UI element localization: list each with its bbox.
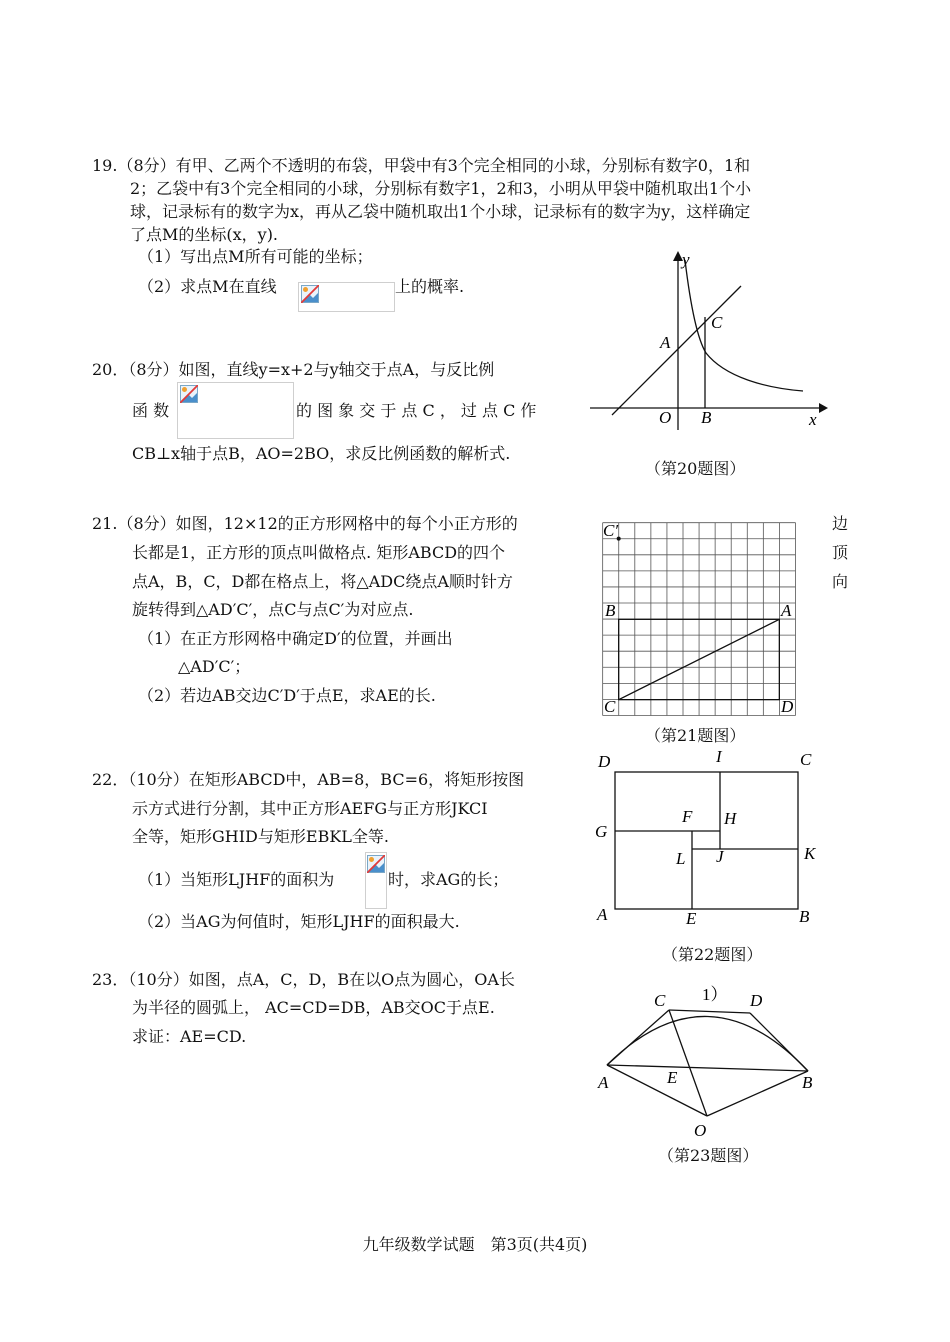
label-c: C [800,750,812,769]
label-b: B [802,1073,813,1092]
q21-side-2: 顶 [832,543,849,562]
page-footer: 九年级数学试题 第3页(共4页) [362,1235,588,1254]
q19-part-2a: （2）求点M在直线 [138,277,277,296]
label-e: E [667,1068,678,1087]
label-d: D [750,991,763,1010]
q19-part-1: （1）写出点M所有可能的坐标； [138,247,373,266]
label-d: D [781,697,794,716]
formula-image-placeholder [298,282,395,312]
q21-part-1a: （1）在正方形网格中确定D′的位置，并画出 [138,629,453,648]
label-a: A [597,905,608,924]
q20-line-3: CB⊥x轴于点B，AO=2BO，求反比例函数的解析式. [132,444,511,463]
figure-20 [585,245,845,435]
chord-ac [607,1010,669,1065]
label-b: B [799,907,810,926]
figure-22-caption: （第22题图） [662,945,763,964]
broken-image-icon [180,385,198,403]
line-y-equals-x-plus-2 [612,286,741,415]
figure-20-caption: （第20题图） [645,459,746,478]
label-g: G [595,822,608,841]
q21-part-1b: △AD′C′； [178,657,251,676]
radius-ob [707,1071,808,1116]
q20-line-1: 20．（8分）如图，直线y=x+2与y轴交于点A，与反比例 [92,360,495,379]
q19-part-2b: 上的概率. [395,277,465,296]
q21-side-1: 边 [832,514,849,533]
q21-line-4: 旋转得到△AD′C′，点C与点C′为对应点. [132,600,414,619]
label-k: K [804,844,816,863]
q19-line-4: 了点M的坐标(x，y). [130,225,279,244]
label-1: 1） [702,985,728,1004]
q23-line-2: 为半径的圆弧上， AC=CD=DB，AB交OC于点E. [132,998,495,1017]
label-o: O [694,1121,707,1140]
q21-side-3: 向 [832,572,849,591]
q19-line-1: 19.（8分）有甲、乙两个不透明的布袋，甲袋中有3个完全相同的小球，分别标有数字0，1和 [92,156,751,175]
q21-line-1: 21.（8分）如图，12×12的正方形网格中的每个小正方形的 [92,514,518,533]
figure-21 [598,515,808,725]
q21-line-2: 长都是1，正方形的顶点叫做格点. 矩形ABCD的四个 [132,543,506,562]
q22-line-1: 22．（10分）在矩形ABCD中，AB=8，BC=6，将矩形按图 [92,770,525,789]
label-j: J [716,847,724,866]
label-c: C [654,991,666,1010]
chord-db [750,1013,808,1071]
label-d: D [598,752,611,771]
hyperbola-curve [685,260,803,391]
figure-22 [590,745,830,935]
label-b: B [605,601,616,620]
q23-line-3: 求证：AE=CD. [132,1027,247,1046]
formula-image-placeholder [365,852,387,909]
q20-line-2a: 函 数 [132,401,170,420]
label-a: A [598,1073,609,1092]
segment-ab [607,1065,808,1071]
q19-line-2: 2；乙袋中有3个完全相同的小球，分别标有数字1，2和3，小明从甲袋中随机取出1个小 [130,179,752,198]
label-c: C [711,313,723,332]
figure-21-caption: （第21题图） [645,726,746,745]
q22-part-1a: （1）当矩形LJHF的面积为 [138,870,335,889]
formula-image-placeholder [177,382,294,439]
label-a: A [660,333,671,352]
chord-cd [669,1010,750,1013]
label-c-prime: C′ [603,521,619,540]
figure-23-caption: （第23题图） [658,1146,759,1165]
label-h: H [724,809,737,828]
q20-line-2b: 的 图 象 交 于 点 C ， 过 点 C 作 [296,401,537,420]
label-e: E [686,909,697,928]
q21-part-2: （2）若边AB交边C′D′于点E，求AE的长. [138,686,436,705]
q22-line-2: 示方式进行分割，其中正方形AEFG与正方形JKCI [132,799,488,818]
label-y: y [682,250,690,269]
label-c: C [604,697,616,716]
rectangle-abcd [615,772,798,909]
label-b: B [701,408,712,427]
label-a: A [781,601,792,620]
label-l: L [676,849,686,868]
q22-part-2: （2）当AG为何值时，矩形LJHF的面积最大. [138,912,460,931]
figure-23 [590,980,830,1140]
x-axis-arrow-icon [819,403,828,413]
q19-line-3: 球，记录标有的数字为x，再从乙袋中随机取出1个小球，记录标有的数字为y，这样确定 [130,202,751,221]
q22-part-1b: 时，求AG的长； [388,870,509,889]
label-f: F [682,807,693,826]
label-i: I [716,747,722,766]
circle-arc [607,1016,808,1071]
label-x: x [809,410,817,429]
q21-line-3: 点A，B，C，D都在格点上，将△ADC绕点A顺时针方 [132,572,513,591]
q22-line-3: 全等，矩形GHID与矩形EBKL全等. [132,827,389,846]
q23-line-1: 23．（10分）如图，点A，C，D，B在以O点为圆心，OA长 [92,970,515,989]
broken-image-icon [301,285,319,303]
broken-image-icon [367,855,385,873]
label-o: O [659,408,672,427]
